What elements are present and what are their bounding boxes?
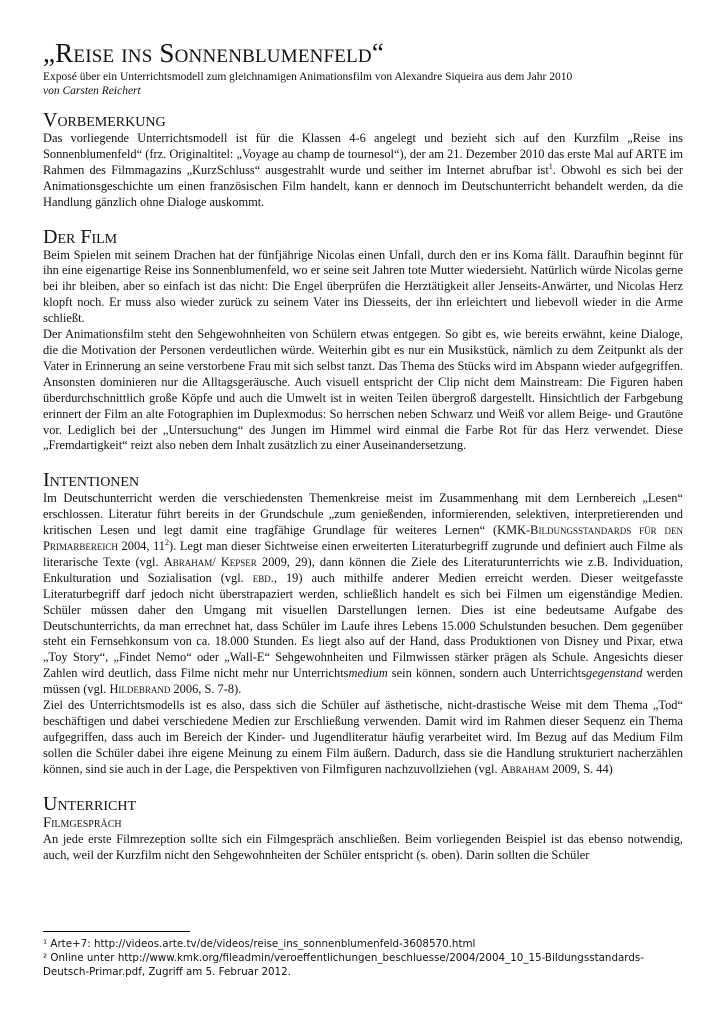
text-run: , 19) auch mithilfe anderer Medien erreicht werden. Dieser weitgefasste Literaturbegriff darf jedoch nicht überstrapaziert werden, schließlich handelt es sich bei Filmen um eigenständige Medien. Schüler müssen daher den Umgang mit visuellen Darstellungen lernen. Dies ist eine bedeutsame Aufgabe des Deutschunterrichts, da man errechnet hat, dass Schüler im Laufe ihres Lebens 15.000 Schulstunden besuchen. Dem gegenüber steht ein Fernsehkonsum von ca. 18.000 Stunden. Es liegt also auf der Hand, dass Produktionen von Disney und Pixar, etwa „Toy Story“, „Findet Nemo“ oder „Wall-E“ Sehgewohnheiten und Filmwissen stärker prägen als Schule. Angesichts dieser Zahlen wird deutlich, dass Filme nicht mehr nur Unterrichts <box>43 570 683 681</box>
document-title: „Reise ins Sonnenblumenfeld“ <box>43 38 385 68</box>
citation-kmk: KMK-Bildungsstandards für den Primarbereich <box>43 523 684 554</box>
section-heading-vorbemerkung: Vorbemerkung <box>43 109 166 131</box>
section-heading-intentionen: Intentionen <box>43 469 140 492</box>
document-author: von Carsten Reichert <box>43 85 141 97</box>
subsection-heading-filmgespraech: Filmgespräch <box>43 814 122 831</box>
text-run: 2009, 29), dann können die Ziele des Literaturunterrichts wie z.B. Individuation, Enkulturation und Sozialisation (vgl. <box>43 554 684 585</box>
footnote-divider <box>43 931 190 932</box>
footnote-2-line-1: ² Online unter http://www.kmk.org/fileadmin/veroeffentlichungen_beschluesse/2004/2004_10_15-Bildungsstandards- <box>43 952 644 964</box>
text-run: Im Deutschunterricht werden die verschiedensten Themenkreise meist im Zusammenhang mit dem Lernbereich „Lesen“ erschlossen. Literatur führt bereits in der Grundschule „zum genießenden, informierenden, selektiven, interpretierenden und kritischen Lesen und legt damit eine tragfähige Grundlage für weiteres Lernen“ ( <box>43 491 683 538</box>
text-run: 2006, S. 7-8). <box>170 682 242 697</box>
footnote-ref-2[interactable]: 2 <box>165 537 169 547</box>
paragraph-vorbemerkung <box>43 131 683 211</box>
emphasis-medium: medium <box>348 666 388 681</box>
footnote-1: ¹ Arte+7: http://videos.arte.tv/de/videos/reise_ins_sonnenblumenfeld-3608570.html <box>43 938 476 950</box>
footnotes <box>43 937 683 979</box>
section-heading-unterricht: Unterricht <box>43 792 136 815</box>
document-subtitle: Exposé über ein Unterrichtsmodell zum gleichnamigen Animationsfilm von Alexandre Siqueira aus dem Jahr 2010 <box>43 71 573 83</box>
citation-abraham: Abraham <box>500 761 550 776</box>
text-run: 2004, 11 <box>117 539 165 554</box>
document-page <box>43 38 683 863</box>
citation-abraham-kepser: Abraham/ Kepser <box>163 554 257 569</box>
paragraph-film-style: Der Animationsfilm steht den Sehgewohnheiten von Schülern etwas entgegen. So gibt es, wie bereits erwähnt, keine Dialoge, die die Motivation der Personen verdeutlichen würde. Weiterhin gibt es nur ein Musikstück, nämlich zu dem Zeitpunkt als der Vater in Erinnerung an seine verstorbene Frau mit sich selbst tanzt. Das Thema des Stücks wird im Abspann wieder aufgegriffen. Ansonsten dominieren nur die Alltagsgeräusche. Auch visuell entspricht der Clip nicht dem Mainstream: Die Figuren haben überdurchschnittlich große Köpfe und auch die Umwelt ist in weiten Teilen übergroß dargestellt. Hinsichtlich der Farbgebung erinnert der Film an alte Fotographien im Duplexmodus: So herrschen neben Schwarz und Weiß vor allem Beige- und Grautöne vor. Lediglich bei der „Untersuchung“ des Jungen im Himmel wird einmal die Farbe Rot für das Herz verwendet. Diese „Fremdartigkeit“ reizt also neben dem Inhalt zusätzlich zu einer Auseinandersetzung. <box>43 327 683 453</box>
citation-ebd: ebd. <box>252 570 274 585</box>
paragraph-intentionen-1 <box>43 491 683 698</box>
citation-hildebrand: Hildebrand <box>109 682 171 697</box>
section-heading-film: Der Film <box>43 225 118 248</box>
paragraph-film-plot: Beim Spielen mit seinem Drachen hat der fünfjährige Nicolas einen Unfall, durch den er ins Koma fällt. Daraufhin beginnt für ihn eine eigenartige Reise ins Sonnenblumenfeld, wo er seine seit Jahren tote Mutter wiedersieht. Natürlich würde Nicolas gerne bei ihr bleiben, aber so einfach ist das nicht: Die Engel überprüfen die Herztätigkeit aller Jenseits-Anwärter, und Nicolas Herz klopft noch. Er muss also wieder zurück zu seinem Vater ins Diesseits, der ihn erleichtert und liebevoll wieder in die Arme schließt. <box>43 247 683 326</box>
paragraph-intentionen-2 <box>43 698 683 778</box>
text-run: Das vorliegende Unterrichtsmodell ist für die Klassen 4-6 angelegt und bezieht sich auf den Kurzfilm „Reise ins Sonnenblumenfeld“ (frz. Originaltitel: „Voyage au champ de tournesol“), der am 21. Dezember 2010 das erste Mal auf ARTE im Rahmen des Filmmagazins „KurzSchluss“ ausgestrahlt wurde und seither im Internet abrufbar ist <box>43 131 683 177</box>
text-run: 2009, S. 44) <box>549 761 613 776</box>
footnote-2-line-2: Deutsch-Primar.pdf, Zugriff am 5. Februar 2012. <box>43 966 291 978</box>
text-run: sein können, sondern auch Unterrichts <box>387 666 587 681</box>
footnote-ref-1[interactable]: 1 <box>548 161 553 171</box>
emphasis-gegenstand: gegenstand <box>586 666 643 681</box>
paragraph-filmgespraech: An jede erste Filmrezeption sollte sich ein Filmgespräch anschließen. Beim vorliegenden Beispiel ist das ebenso notwendig, auch, weil der Kurzfilm nicht den Sehgewohnheiten der Schüler entspricht (s. oben). Darin sollten die Schüler <box>43 831 683 862</box>
text-run: . Obwohl es sich bei der Animationsgeschichte um einen französischen Film handelt, kann er dennoch im Deutschunterricht behandelt werden, da die Handlung gänzlich ohne Dialoge auskommt. <box>43 162 684 209</box>
text-run: ). Legt man dieser Sichtweise einen erweiterten Literaturbegriff zugrunde und definiert auch Filme als literarische Texte (vgl. <box>43 539 683 569</box>
text-run: werden müssen (vgl. <box>43 666 683 697</box>
text-run: Ziel des Unterrichtsmodells ist es also, dass sich die Schüler auf ästhetische, nicht-drastische Weise mit dem Thema „Tod“ beschäftigen und dabei verschiedene Medien zur Erschließung verwenden. Damit wird im Rahmen dieser Sequenz ein Thema aufgegriffen, dass auch im Bereich der Kinder- und Jugendliteratur häufig verarbeitet wird. Im Bezug auf das Medium Film sollen die Schüler dabei ihre eigene Meinung zu einem Film äußern. Dadurch, dass sie die Handlung strukturiert nacherzählen können, sind sie auch in der Lage, die Perspektiven von Filmfiguren nachzuvollziehen (vgl. <box>43 698 683 776</box>
